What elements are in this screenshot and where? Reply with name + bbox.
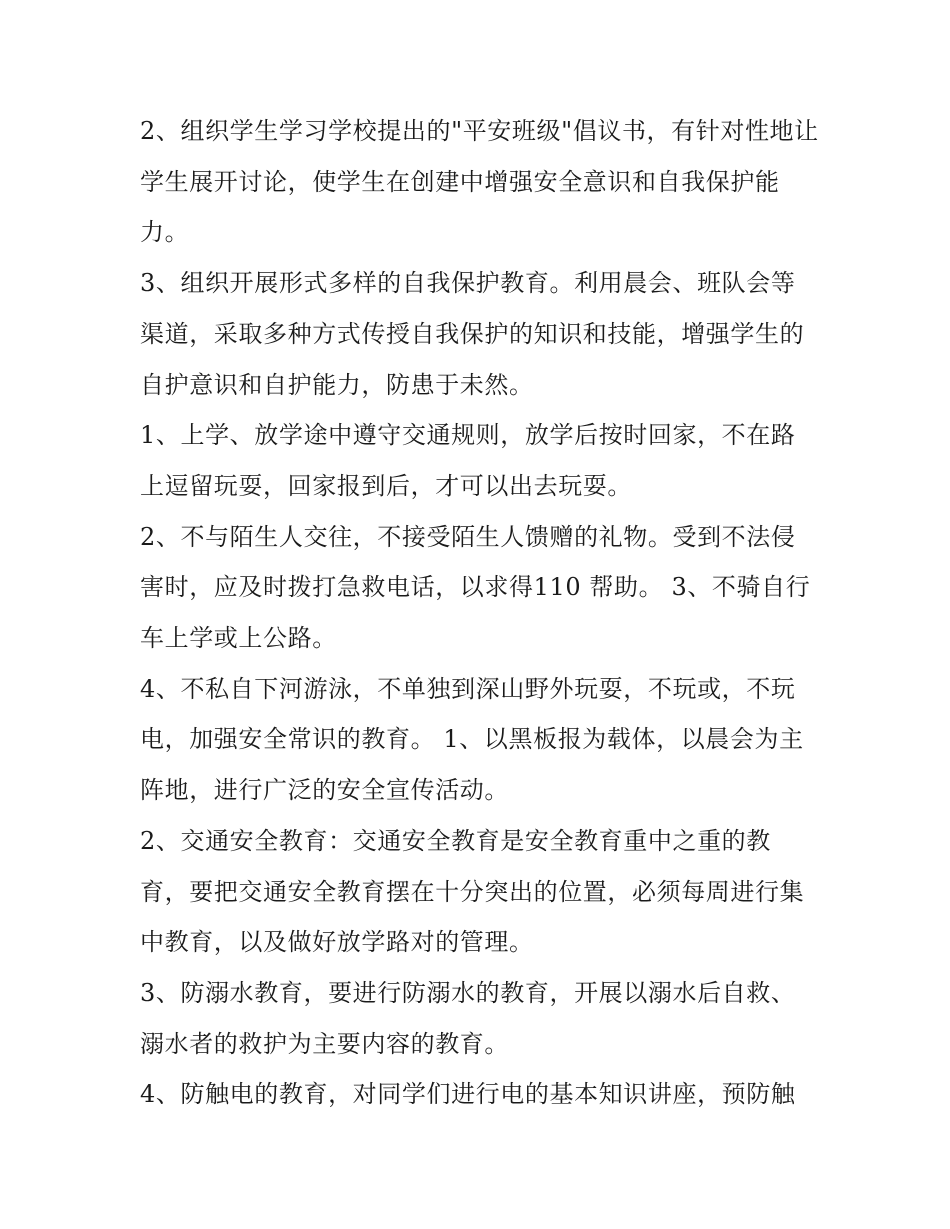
document-body (140, 106, 820, 1120)
paragraph-3: 1、上学、放学途中遵守交通规则，放学后按时回家，不在路上逗留玩耍，回家报到后，才可以出去玩耍。 (140, 421, 796, 500)
paragraph-8: 4、防触电的教育，对同学们进行电的基本知识讲座，预防触 (140, 1080, 796, 1109)
paragraph-5: 4、不私自下河游泳，不单独到深山野外玩耍，不玩或，不玩电，加强安全常识的教育。 1、以黑板报为载体，以晨会为主阵地，进行广泛的安全宣传活动。 (140, 674, 804, 805)
paragraph-2: 3、组织开展形式多样的自我保护教育。利用晨会、班队会等渠道，采取多种方式传授自我保护的知识和技能，增强学生的自护意识和自护能力，防患于未然。 (140, 269, 805, 399)
paragraph-1: 2、组织学生学习学校提出的"平安班级"倡议书，有针对性地让学生展开讨论，使学生在创建中增强安全意识和自我保护能力。 (140, 117, 819, 247)
paragraph-4: 2、不与陌生人交往，不接受陌生人馈赠的礼物。受到不法侵害时，应及时拨打急救电话，以求得110 帮助。 3、不骑自行车上学或上公路。 (140, 522, 811, 653)
paragraph-6: 2、交通安全教育：交通安全教育是安全教育重中之重的教育，要把交通安全教育摆在十分突出的位置，必须每周进行集中教育，以及做好放学路对的管理。 (140, 826, 805, 957)
paragraph-7: 3、防溺水教育，要进行防溺水的教育，开展以溺水后自救、溺水者的救护为主要内容的教育。 (140, 978, 796, 1058)
